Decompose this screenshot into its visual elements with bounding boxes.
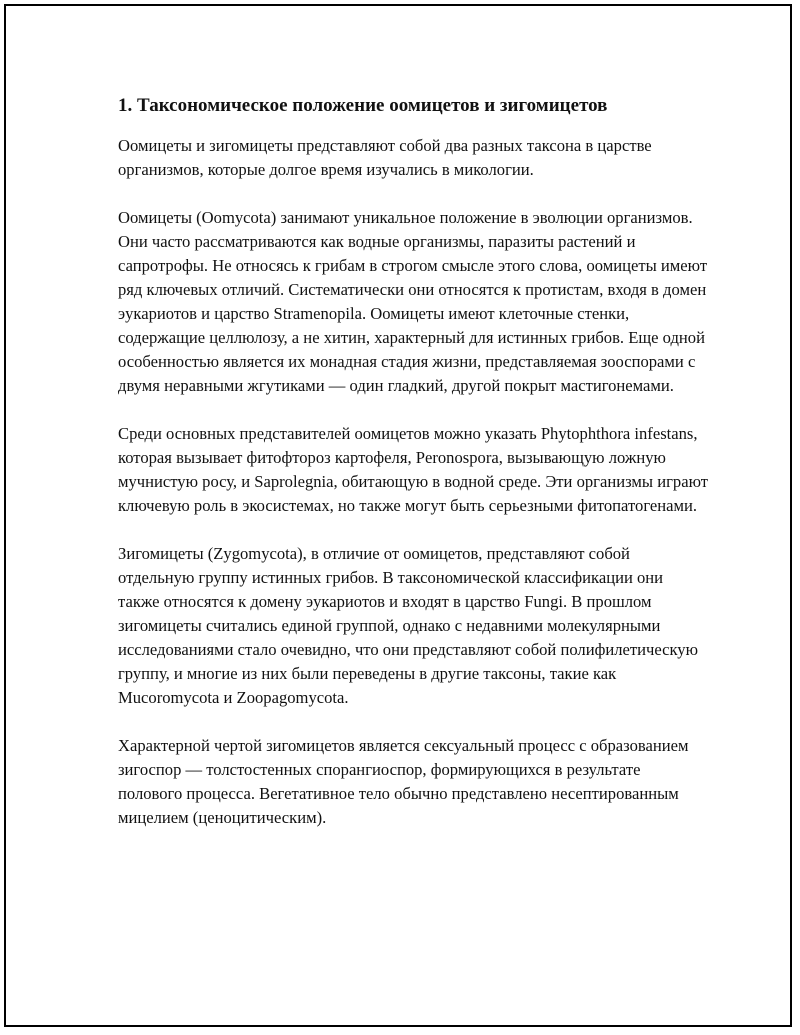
paragraph-oomycota: Оомицеты (Oomycota) занимают уникальное положение в эволюции организмов. Они часто рассматриваются как водные организмы, паразиты растений и сапротрофы. Не относясь к грибам в строгом смысле этого слова, оомицеты имеют ряд ключевых отличий. Систематически они относятся к протистам, входя в домен эукариотов и царство Stramenopila. Оомицеты имеют клеточные стенки, содержащие целлюлозу, а не хитин, характерный для истинных грибов. Еще одной особенностью является их монадная стадия жизни, представляемая зооспорами с двумя неравными жгутиками — один гладкий, другой покрыт мастигонемами. <box>118 208 708 395</box>
document-body <box>118 92 708 854</box>
paragraph-zygomycota: Зигомицеты (Zygomycota), в отличие от оомицетов, представляют собой отдельную группу истинных грибов. В таксономической классификации они также относятся к домену эукариотов и входят в царство Fungi. В прошлом зигомицеты считались единой группой, однако с недавними молекулярными исследованиями стало очевидно, что они представляют собой полифилетическую группу, и многие из них были переведены в другие таксоны, такие как Mucoromycota и Zoopagomycota. <box>118 544 699 707</box>
paragraph-zygomycota-features: Характерной чертой зигомицетов является сексуальный процесс с образованием зигоспор — толстостенных спорангиоспор, формирующихся в результате полового процесса. Вегетативное тело обычно представлено несептированным мицелием (ценоцитическим). <box>118 736 689 827</box>
paragraph-intro: Оомицеты и зигомицеты представляют собой два разных таксона в царстве организмов, которые долгое время изучались в микологии. <box>118 136 652 179</box>
section-heading: 1. Таксономическое положение оомицетов и зигомицетов <box>118 95 608 116</box>
paragraph-oomycota-representatives: Среди основных представителей оомицетов можно указать Phytophthora infestans, которая вызывает фитофтороз картофеля, Peronospora, вызывающую ложную мучнистую росу, и Saprolegnia, обитающую в водной среде. Эти организмы играют ключевую роль в экосистемах, но также могут быть серьезными фитопатогенами. <box>118 424 709 515</box>
